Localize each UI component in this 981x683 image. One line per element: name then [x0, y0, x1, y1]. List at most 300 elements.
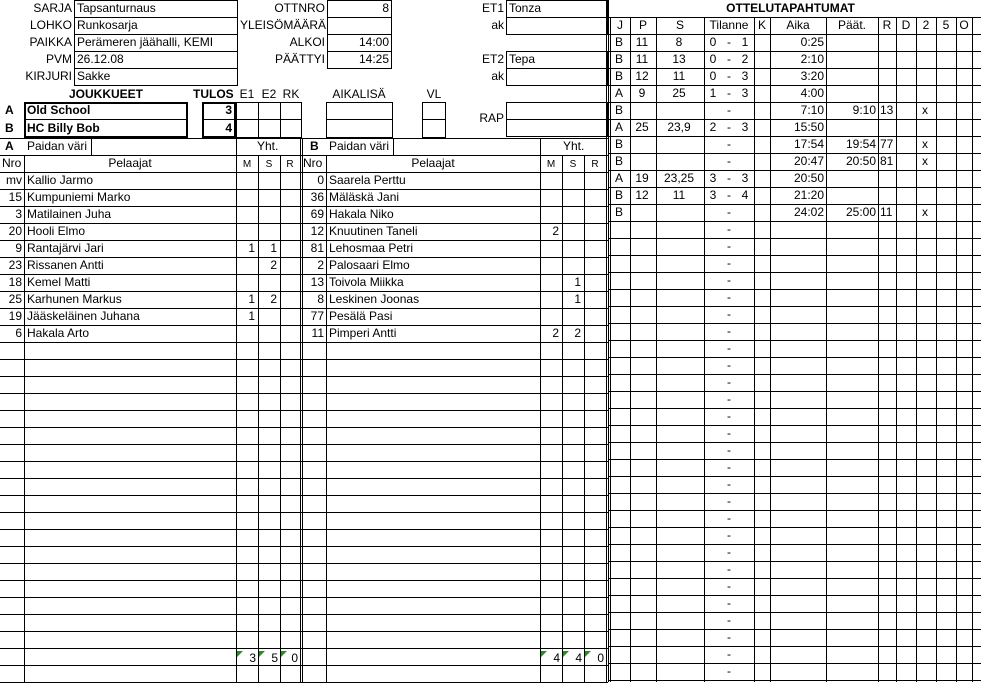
event-s[interactable]: [656, 102, 702, 119]
roster-b-player-s[interactable]: [562, 223, 581, 240]
event-p[interactable]: 11: [635, 35, 649, 49]
event-j[interactable]: B: [614, 154, 623, 168]
event-r[interactable]: 77: [880, 137, 894, 151]
roster-a-player-r[interactable]: [280, 274, 297, 291]
events-col-header: S: [675, 18, 684, 32]
event-two[interactable]: x: [922, 137, 928, 151]
event-k[interactable]: [754, 102, 768, 119]
et1-field[interactable]: Tonza: [509, 1, 542, 15]
roster-a-player-name[interactable]: Kallio Jarmo: [27, 173, 94, 187]
et2-field[interactable]: Tepa: [509, 52, 536, 66]
event-five[interactable]: [936, 153, 954, 170]
grid-line: [608, 34, 981, 35]
roster-b-player-m[interactable]: [540, 172, 559, 189]
event-r[interactable]: 13: [880, 103, 894, 117]
event-aika[interactable]: 24:02: [793, 205, 824, 219]
roster-a-nro-heading: Nro: [2, 156, 22, 170]
roster-a-player-number[interactable]: mv: [6, 173, 22, 187]
event-s[interactable]: 23,25: [663, 171, 695, 185]
event-j[interactable]: A: [614, 171, 623, 185]
event-score-a[interactable]: 0: [709, 35, 717, 49]
roster-b-player-s[interactable]: [562, 308, 581, 325]
event-two[interactable]: [916, 85, 934, 102]
event-two[interactable]: x: [922, 154, 928, 168]
team-b-name[interactable]: HC Billy Bob: [27, 121, 100, 135]
event-aika[interactable]: 20:47: [793, 154, 824, 168]
event-s[interactable]: 11: [672, 69, 686, 83]
roster-b-player-r[interactable]: [584, 274, 603, 291]
event-two[interactable]: [916, 170, 934, 187]
alkoi-field[interactable]: 14:00: [358, 35, 389, 49]
event-j[interactable]: A: [614, 86, 623, 100]
roster-a-player-s[interactable]: [258, 206, 277, 223]
roster-a-player-s[interactable]: 2: [270, 292, 277, 306]
event-aika[interactable]: 17:54: [793, 137, 824, 151]
event-two[interactable]: [916, 34, 934, 51]
grid-line: [0, 427, 302, 428]
grid-line: [608, 153, 981, 154]
event-score-b[interactable]: 3: [741, 171, 749, 185]
roster-a-player-m[interactable]: [236, 189, 255, 206]
event-five[interactable]: [936, 119, 954, 136]
tulos-heading: TULOS: [193, 87, 234, 101]
event-j[interactable]: B: [614, 103, 623, 117]
event-r[interactable]: [880, 51, 896, 68]
events-col-header: O: [959, 18, 969, 32]
grid-line: [91, 155, 236, 156]
event-score-a[interactable]: 3: [709, 188, 717, 202]
event-k[interactable]: [754, 68, 768, 85]
roster-a-player-m[interactable]: [236, 223, 255, 240]
events-col-header: D: [901, 18, 911, 32]
event-d[interactable]: [896, 153, 914, 170]
event-two[interactable]: x: [922, 205, 928, 219]
event-score-sep: -: [727, 205, 731, 219]
lohko-field[interactable]: Runkosarja: [77, 18, 138, 32]
event-o[interactable]: [956, 51, 970, 68]
roster-a-player-r[interactable]: [280, 257, 297, 274]
grid-line: [608, 510, 981, 511]
roster-b-player-s[interactable]: [562, 189, 581, 206]
event-paat[interactable]: 20:50: [845, 154, 876, 168]
roster-b-player-s[interactable]: 2: [574, 326, 581, 340]
roster-a-player-r[interactable]: [280, 172, 297, 189]
event-d[interactable]: [896, 85, 914, 102]
event-o[interactable]: [956, 170, 970, 187]
roster-b-player-name[interactable]: Saarela Perttu: [329, 173, 406, 187]
event-d[interactable]: [896, 187, 914, 204]
event-aika[interactable]: 15:50: [793, 120, 824, 134]
event-j[interactable]: B: [614, 52, 623, 66]
team-a-score[interactable]: 3: [225, 103, 232, 117]
roster-b-player-number[interactable]: 77: [310, 309, 324, 323]
grid-line: [0, 223, 302, 224]
roster-b-yht-label: Yht.: [563, 139, 585, 153]
roster-a-player-s[interactable]: [258, 223, 277, 240]
event-score-sep: -: [727, 443, 731, 457]
roster-b-player-s[interactable]: 1: [574, 275, 581, 289]
yleiso-field[interactable]: [327, 17, 389, 34]
event-score-a[interactable]: 3: [709, 171, 717, 185]
roster-a-player-m[interactable]: 1: [248, 292, 255, 306]
roster-b-player-s[interactable]: [562, 206, 581, 223]
event-paat[interactable]: [826, 51, 876, 68]
grid-line: [608, 629, 981, 630]
roster-a-player-name[interactable]: Karhunen Markus: [27, 292, 122, 306]
roster-b-player-number[interactable]: 81: [310, 241, 324, 255]
event-r[interactable]: [880, 170, 896, 187]
event-p[interactable]: 12: [635, 69, 649, 83]
roster-a-player-r[interactable]: [280, 223, 297, 240]
event-score-sep: -: [727, 392, 731, 406]
sarja-field[interactable]: Tapsanturnaus: [77, 1, 156, 15]
grid-line: [608, 374, 981, 375]
event-paat[interactable]: 25:00: [845, 205, 876, 219]
roster-b-player-m[interactable]: [540, 206, 559, 223]
event-aika[interactable]: 4:00: [800, 86, 824, 100]
event-r[interactable]: 11: [880, 205, 893, 219]
events-col-header: Päät.: [837, 18, 867, 32]
event-s[interactable]: [656, 136, 702, 153]
event-score-a[interactable]: 0: [709, 69, 717, 83]
roster-b-player-number[interactable]: 69: [310, 207, 324, 221]
event-five[interactable]: [936, 68, 954, 85]
event-score-sep: -: [727, 52, 731, 66]
roster-b-player-number[interactable]: 2: [317, 258, 324, 272]
grid-line: [584, 155, 585, 682]
roster-b-player-r[interactable]: [584, 206, 603, 223]
grid-line: [608, 136, 981, 137]
roster-b-player-r[interactable]: [584, 308, 603, 325]
event-paat[interactable]: [826, 34, 876, 51]
event-score-b[interactable]: 3: [741, 120, 749, 134]
event-score-b[interactable]: 2: [741, 52, 749, 66]
team-a-name[interactable]: Old School: [27, 103, 91, 117]
event-k[interactable]: [754, 85, 768, 102]
event-score-b[interactable]: 1: [741, 35, 749, 49]
roster-b-player-r[interactable]: [584, 257, 603, 274]
event-o[interactable]: [956, 102, 970, 119]
roster-b-player-r[interactable]: [584, 223, 603, 240]
event-p[interactable]: [630, 153, 654, 170]
event-o[interactable]: [956, 34, 970, 51]
event-o[interactable]: [956, 119, 970, 136]
event-score-sep: -: [727, 613, 731, 627]
team-b-score[interactable]: 4: [225, 121, 232, 135]
ottnro-field[interactable]: 8: [382, 1, 389, 15]
event-aika[interactable]: 0:25: [800, 35, 824, 49]
event-j[interactable]: B: [614, 69, 623, 83]
event-five[interactable]: [936, 204, 954, 221]
grid-line: [608, 221, 981, 222]
roster-a-player-s[interactable]: 1: [270, 241, 277, 255]
roster-b-player-s[interactable]: 1: [574, 292, 581, 306]
event-score-b[interactable]: 3: [741, 69, 749, 83]
paattyi-field[interactable]: 14:25: [358, 52, 389, 66]
roster-b-player-m[interactable]: [540, 257, 559, 274]
roster-a-player-number[interactable]: 20: [8, 224, 22, 238]
paikka-field[interactable]: Perämeren jäähalli, KEMI: [77, 35, 214, 49]
event-p[interactable]: [630, 102, 654, 119]
event-five[interactable]: [936, 85, 954, 102]
event-five[interactable]: [936, 102, 954, 119]
event-paat[interactable]: [826, 187, 876, 204]
roster-a-player-name[interactable]: Rantajärvi Jari: [27, 241, 104, 255]
event-five[interactable]: [936, 136, 954, 153]
roster-a-player-m[interactable]: 1: [248, 241, 255, 255]
roster-b-player-number[interactable]: 11: [311, 326, 324, 340]
roster-a-player-number[interactable]: 23: [8, 258, 22, 272]
event-d[interactable]: [896, 68, 914, 85]
roster-b-player-name[interactable]: Lehosmaa Petri: [329, 241, 414, 255]
events-col-header: K: [757, 18, 766, 32]
roster-a-player-name[interactable]: Rissanen Antti: [27, 258, 104, 272]
event-j[interactable]: B: [614, 188, 623, 202]
event-k[interactable]: [754, 170, 768, 187]
grid-line: [608, 17, 981, 18]
roster-b-player-name[interactable]: Hakala Niko: [329, 207, 394, 221]
roster-a-pelaajat-heading: Pelaajat: [108, 156, 152, 170]
event-score-a[interactable]: 2: [709, 120, 717, 134]
roster-a-player-number[interactable]: 3: [15, 207, 22, 221]
roster-b-player-name[interactable]: Pimperi Antti: [329, 326, 397, 340]
roster-b-player-m[interactable]: [540, 189, 559, 206]
roster-a-player-r[interactable]: [280, 206, 297, 223]
roster-a-player-r[interactable]: [280, 291, 297, 308]
roster-b-player-m[interactable]: [540, 308, 559, 325]
lohko-label: LOHKO: [29, 18, 72, 32]
event-d[interactable]: [896, 119, 914, 136]
event-r[interactable]: [880, 85, 896, 102]
roster-b-player-r[interactable]: [584, 240, 603, 257]
event-r[interactable]: [880, 187, 896, 204]
event-s[interactable]: 8: [675, 35, 683, 49]
grid-line: [608, 204, 981, 205]
roster-a-player-name[interactable]: Jääskeläinen Juhana: [27, 309, 140, 323]
event-five[interactable]: [936, 34, 954, 51]
roster-a-player-m[interactable]: [236, 172, 255, 189]
roster-a-player-name[interactable]: Kumpuniemi Marko: [27, 190, 131, 204]
kirjuri-field[interactable]: Sakke: [77, 69, 111, 83]
event-score-a[interactable]: 1: [709, 86, 717, 100]
roster-b-player-name[interactable]: Palosaari Elmo: [329, 258, 410, 272]
roster-b-player-number[interactable]: 0: [317, 173, 324, 187]
event-k[interactable]: [754, 34, 768, 51]
event-five[interactable]: [936, 170, 954, 187]
event-paat[interactable]: [826, 119, 876, 136]
roster-a-player-number[interactable]: 9: [15, 241, 22, 255]
grid-line: [656, 17, 657, 682]
roster-b-player-name[interactable]: Mäläskä Jani: [329, 190, 400, 204]
roster-a-player-name[interactable]: Hooli Elmo: [27, 224, 86, 238]
roster-b-player-m[interactable]: [540, 274, 559, 291]
roster-a-player-s[interactable]: [258, 325, 277, 342]
event-k[interactable]: [754, 204, 768, 221]
roster-b-player-name[interactable]: Pesälä Pasi: [329, 309, 393, 323]
event-o[interactable]: [956, 136, 970, 153]
event-d[interactable]: [896, 51, 914, 68]
event-p[interactable]: 12: [635, 188, 649, 202]
event-two[interactable]: x: [922, 103, 928, 117]
event-p[interactable]: 25: [635, 120, 649, 134]
roster-a-player-s[interactable]: [258, 274, 277, 291]
event-s[interactable]: [656, 204, 702, 221]
event-p[interactable]: 19: [635, 171, 649, 185]
event-score-sep: -: [727, 647, 731, 661]
event-score-b[interactable]: 3: [741, 86, 749, 100]
event-aika[interactable]: 21:20: [793, 188, 824, 202]
event-two[interactable]: [916, 51, 934, 68]
event-o[interactable]: [956, 204, 970, 221]
roster-b-player-m[interactable]: 2: [552, 326, 559, 340]
event-r[interactable]: [880, 34, 896, 51]
event-five[interactable]: [936, 187, 954, 204]
e2-heading: E2: [261, 87, 277, 101]
event-j[interactable]: B: [614, 35, 623, 49]
event-k[interactable]: [754, 119, 768, 136]
event-paat[interactable]: 9:10: [852, 103, 876, 117]
event-k[interactable]: [754, 187, 768, 204]
event-d[interactable]: [896, 34, 914, 51]
roster-b-player-r[interactable]: [584, 291, 603, 308]
roster-a-player-s[interactable]: [258, 189, 277, 206]
roster-b-player-number[interactable]: 12: [310, 224, 324, 238]
roster-b-player-r[interactable]: [584, 325, 603, 342]
roster-a-player-r[interactable]: [280, 189, 297, 206]
event-score-a[interactable]: 0: [709, 52, 717, 66]
event-k[interactable]: [754, 51, 768, 68]
event-r[interactable]: [880, 119, 896, 136]
event-paat[interactable]: [826, 170, 876, 187]
roster-b-player-m[interactable]: 2: [552, 224, 559, 238]
event-two[interactable]: [916, 119, 934, 136]
event-p[interactable]: 11: [635, 52, 649, 66]
event-aika[interactable]: 3:20: [800, 69, 824, 83]
roster-b-player-r[interactable]: [584, 189, 603, 206]
event-o[interactable]: [956, 85, 970, 102]
grid-line: [608, 425, 981, 426]
roster-b-player-s[interactable]: [562, 240, 581, 257]
event-aika[interactable]: 2:10: [800, 52, 824, 66]
roster-a-player-m[interactable]: 1: [248, 309, 255, 323]
roster-b-player-number[interactable]: 13: [310, 275, 324, 289]
roster-a-player-number[interactable]: 19: [8, 309, 22, 323]
event-k[interactable]: [754, 136, 768, 153]
roster-b-player-m[interactable]: [540, 291, 559, 308]
event-s[interactable]: 11: [672, 188, 686, 202]
event-j[interactable]: A: [614, 120, 623, 134]
event-p[interactable]: [630, 204, 654, 221]
event-aika[interactable]: 20:50: [793, 171, 824, 185]
roster-b-player-number[interactable]: 36: [310, 190, 324, 204]
roster-a-player-name[interactable]: Hakala Arto: [27, 326, 90, 340]
event-score-sep: -: [727, 120, 731, 134]
grid-line: [608, 595, 981, 596]
roster-a-player-number[interactable]: 15: [8, 190, 22, 204]
event-two[interactable]: [916, 68, 934, 85]
roster-b-player-r[interactable]: [584, 172, 603, 189]
roster-b-player-s[interactable]: [562, 172, 581, 189]
event-score-sep: -: [727, 222, 731, 236]
grid-line: [0, 206, 302, 207]
roster-b-player-s[interactable]: [562, 257, 581, 274]
events-col-header: 5: [942, 18, 950, 32]
event-d[interactable]: [896, 204, 914, 221]
roster-a-player-number[interactable]: 25: [8, 292, 22, 306]
event-s[interactable]: 23,9: [667, 120, 691, 134]
event-s[interactable]: 13: [672, 52, 686, 66]
event-aika[interactable]: 7:10: [800, 103, 824, 117]
period-box: [236, 102, 302, 138]
roster-a-player-number[interactable]: 6: [15, 326, 22, 340]
paattyi-label: PÄÄTTYI: [274, 52, 325, 66]
aikalisa-box: [326, 102, 393, 138]
roster-a-player-m[interactable]: [236, 206, 255, 223]
event-d[interactable]: [896, 102, 914, 119]
roster-b-player-name[interactable]: Leskinen Joonas: [329, 292, 420, 306]
roster-b-player-name[interactable]: Toivola Miikka: [329, 275, 404, 289]
roster-b-player-name[interactable]: Knuutinen Taneli: [329, 224, 418, 238]
event-paat[interactable]: 19:54: [845, 137, 876, 151]
roster-a-player-s[interactable]: 2: [270, 258, 277, 272]
event-r[interactable]: 81: [880, 154, 894, 168]
event-two[interactable]: [916, 187, 934, 204]
roster-a-player-m[interactable]: [236, 325, 255, 342]
events-col-header: Aika: [786, 18, 810, 32]
grid-line: [0, 478, 302, 479]
event-o[interactable]: [956, 68, 970, 85]
event-k[interactable]: [754, 153, 768, 170]
event-r[interactable]: [880, 68, 896, 85]
pvm-field[interactable]: 26.12.08: [77, 52, 124, 66]
roster-a-player-r[interactable]: [280, 325, 297, 342]
roster-a-player-s[interactable]: [258, 172, 277, 189]
roster-b-player-number[interactable]: 8: [317, 292, 324, 306]
roster-a-player-name[interactable]: Matilainen Juha: [27, 207, 112, 221]
grid-line: [608, 68, 981, 69]
roster-a-player-m[interactable]: [236, 257, 255, 274]
event-j[interactable]: B: [614, 205, 623, 219]
event-paat[interactable]: [826, 68, 876, 85]
roster-a-player-r[interactable]: [280, 308, 297, 325]
roster-a-player-number[interactable]: 18: [8, 275, 22, 289]
grid-line: [0, 563, 302, 564]
roster-b-player-m[interactable]: [540, 240, 559, 257]
roster-a-player-m[interactable]: [236, 274, 255, 291]
event-p[interactable]: [630, 136, 654, 153]
grid-line: [608, 51, 981, 52]
event-five[interactable]: [936, 51, 954, 68]
event-s[interactable]: 25: [672, 86, 686, 100]
event-s[interactable]: [656, 153, 702, 170]
event-d[interactable]: [896, 170, 914, 187]
event-j[interactable]: B: [614, 137, 623, 151]
formula-marker: [281, 651, 287, 657]
event-o[interactable]: [956, 153, 970, 170]
event-score-b[interactable]: 4: [741, 188, 749, 202]
roster-a-player-s[interactable]: [258, 308, 277, 325]
event-paat[interactable]: [826, 85, 876, 102]
roster-a-player-r[interactable]: [280, 240, 297, 257]
ak1-label: ak: [491, 18, 504, 32]
event-o[interactable]: [956, 187, 970, 204]
events-col-header: R: [882, 18, 892, 32]
event-p[interactable]: 9: [638, 86, 646, 100]
roster-a-player-name[interactable]: Kemel Matti: [27, 275, 91, 289]
event-d[interactable]: [896, 136, 914, 153]
ottnro-label: OTTNRO: [274, 1, 325, 15]
event-score-sep: -: [727, 341, 731, 355]
